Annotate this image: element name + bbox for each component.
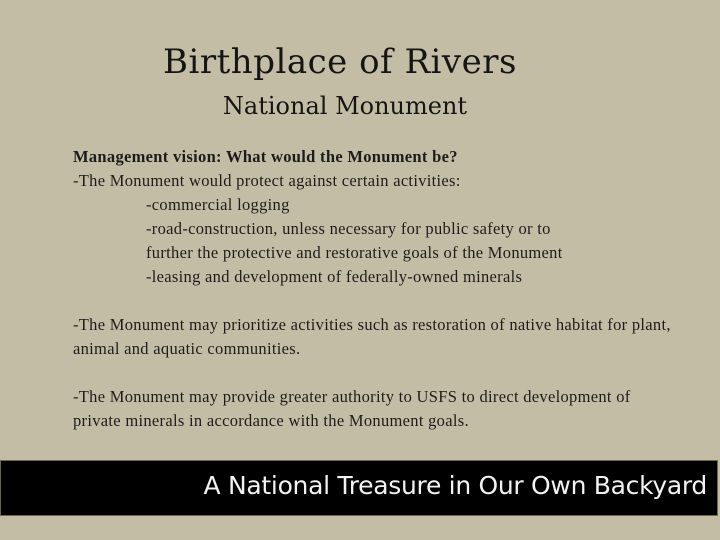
body-heading: Management vision: What would the Monument be? — [73, 147, 458, 166]
list-item-leasing-minerals: -leasing and development of federally-owned minerals — [146, 267, 523, 286]
paragraph-3: -The Monument may provide greater authority to USFS to direct development of private minerals in accordance with the Monument goals. — [73, 387, 631, 430]
footer-banner — [0, 460, 718, 516]
slide-title: Birthplace of Rivers — [163, 42, 517, 82]
slide-subtitle: National Monument — [222, 92, 468, 120]
list-item-road-construction: -road-construction, unless necessary for public safety or to — [146, 219, 551, 238]
paragraph-2: -The Monument may prioritize activities such as restoration of native habitat for plant, animal and aquatic communities. — [73, 315, 671, 358]
list-item-commercial-logging: -commercial logging — [146, 195, 290, 214]
bottom-strip — [0, 516, 720, 540]
paragraph-1-intro: -The Monument would protect against certain activities: — [73, 171, 461, 190]
footer-tagline: A National Treasure in Our Own Backyard — [203, 471, 707, 500]
slide-body — [73, 145, 673, 433]
list-item-road-construction-cont: further the protective and restorative goals of the Monument — [146, 243, 563, 262]
